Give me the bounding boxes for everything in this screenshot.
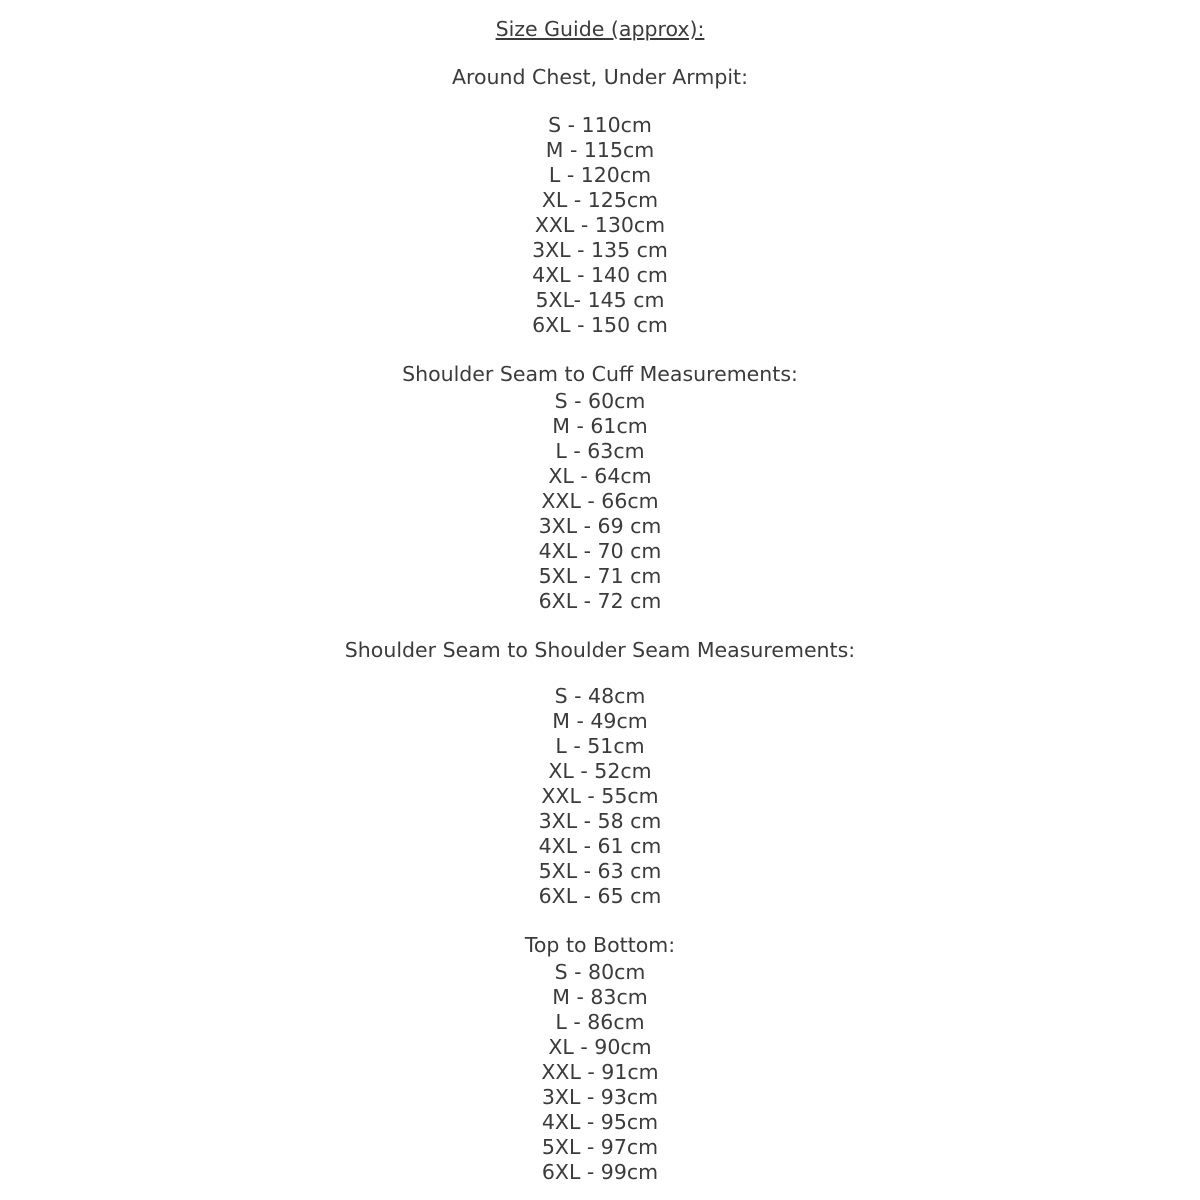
measurement-line: S - 80cm (554, 960, 646, 984)
measurement-line: 5XL - 97cm (541, 1135, 659, 1159)
measurement-line: S - 110cm (548, 113, 652, 137)
measurement-line: 6XL - 72 cm (538, 589, 662, 613)
spacer (0, 909, 1200, 930)
section-heading: Shoulder Seam to Shoulder Seam Measurements: (344, 638, 856, 662)
measurement-line: 5XL- 145 cm (535, 288, 665, 312)
section-heading: Top to Bottom: (524, 933, 676, 957)
spacer (0, 614, 1200, 635)
measurement-line: 3XL - 135 cm (532, 238, 668, 262)
measurement-line: 4XL - 95cm (541, 1110, 659, 1134)
size-section-shoulder-to-shoulder (0, 635, 1200, 909)
measurement-line: 5XL - 71 cm (538, 564, 662, 588)
measurement-line: 6XL - 150 cm (532, 313, 668, 337)
measurement-line: S - 60cm (554, 389, 646, 413)
spacer (0, 92, 1200, 113)
measurement-line: L - 120cm (548, 163, 652, 187)
measurement-line: 6XL - 65 cm (538, 884, 662, 908)
measurement-line: 4XL - 61 cm (538, 834, 662, 858)
measurement-line: M - 83cm (552, 985, 648, 1009)
measurement-line: XXL - 130cm (534, 213, 666, 237)
measurement-line: L - 51cm (555, 734, 645, 758)
measurement-line: 5XL - 63 cm (538, 859, 662, 883)
measurement-line: 3XL - 58 cm (538, 809, 662, 833)
measurement-line: XL - 90cm (548, 1035, 652, 1059)
measurement-line: 4XL - 140 cm (532, 263, 668, 287)
size-section-shoulder-to-cuff (0, 359, 1200, 614)
measurement-line: XL - 64cm (548, 464, 652, 488)
measurement-line: 6XL - 99cm (541, 1160, 659, 1184)
spacer (0, 665, 1200, 684)
measurement-line: 3XL - 69 cm (538, 514, 662, 538)
size-section-chest (0, 62, 1200, 338)
measurement-line: L - 86cm (555, 1010, 645, 1034)
measurement-line: M - 49cm (552, 709, 648, 733)
measurement-line: S - 48cm (554, 684, 646, 708)
measurement-line: XL - 52cm (548, 759, 652, 783)
size-section-top-to-bottom (0, 930, 1200, 1185)
page-title: Size Guide (approx): (495, 17, 705, 41)
measurement-line: 4XL - 70 cm (538, 539, 662, 563)
measurement-line: L - 63cm (555, 439, 645, 463)
measurement-line: M - 115cm (545, 138, 655, 162)
spacer (0, 338, 1200, 359)
section-heading: Around Chest, Under Armpit: (451, 65, 748, 89)
measurement-line: XL - 125cm (541, 188, 659, 212)
measurement-line: M - 61cm (552, 414, 648, 438)
measurement-line: XXL - 66cm (541, 489, 659, 513)
measurement-line: XXL - 91cm (541, 1060, 659, 1084)
section-heading: Shoulder Seam to Cuff Measurements: (402, 362, 798, 386)
measurement-line: 3XL - 93cm (541, 1085, 659, 1109)
measurement-line: XXL - 55cm (541, 784, 659, 808)
